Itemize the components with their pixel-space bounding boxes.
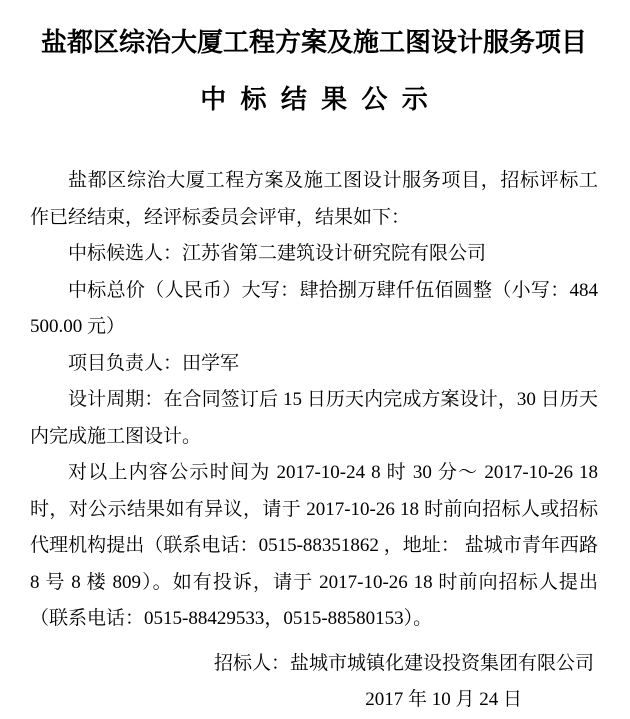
signature-block — [30, 646, 598, 719]
signature-date: 2017 年 10 月 24 日 — [365, 689, 522, 710]
line-design-period: 设计周期：在合同签订后 15 日历天内完成方案设计，30 日历天内完成施工图设计。 — [30, 389, 598, 447]
document-body — [30, 163, 598, 638]
line-bid-price: 中标总价（人民币）大写：肆拾捌万肆仟伍佰圆整（小写：484500.00 元） — [30, 279, 598, 337]
line-winning-candidate: 中标候选人：江苏省第二建筑设计研究院有限公司 — [68, 243, 487, 264]
document-title-project-name: 盐都区综治大厦工程方案及施工图设计服务项目 — [40, 28, 587, 57]
document-title-announcement-type: 中标结果公示 — [200, 85, 443, 114]
line-project-manager: 项目负责人：田学军 — [68, 352, 240, 374]
paragraph-publicity-notice: 对以上内容公示时间为 2017-10-24 8 时 30 分～ 2017-10-26 18 时，对公示结果如有异议，请于 2017-10-26 18 时前向招标人或招标代理机构提出（联系电话：0515-88351862 ，地址： 盐城市青年西路 8 号 8 楼 809）。如有投诉，请于 2017-10-26 18 时前向招标人提出（联系电话：0515-88429533，0515-88580153）。 — [30, 462, 598, 629]
paragraph-intro: 盐都区综治大厦工程方案及施工图设计服务项目，招标评标工作已经结束，经评标委员会评审，结果如下： — [30, 170, 598, 228]
signature-bidder: 招标人：盐城市城镇化建设投资集团有限公司 — [213, 652, 594, 674]
